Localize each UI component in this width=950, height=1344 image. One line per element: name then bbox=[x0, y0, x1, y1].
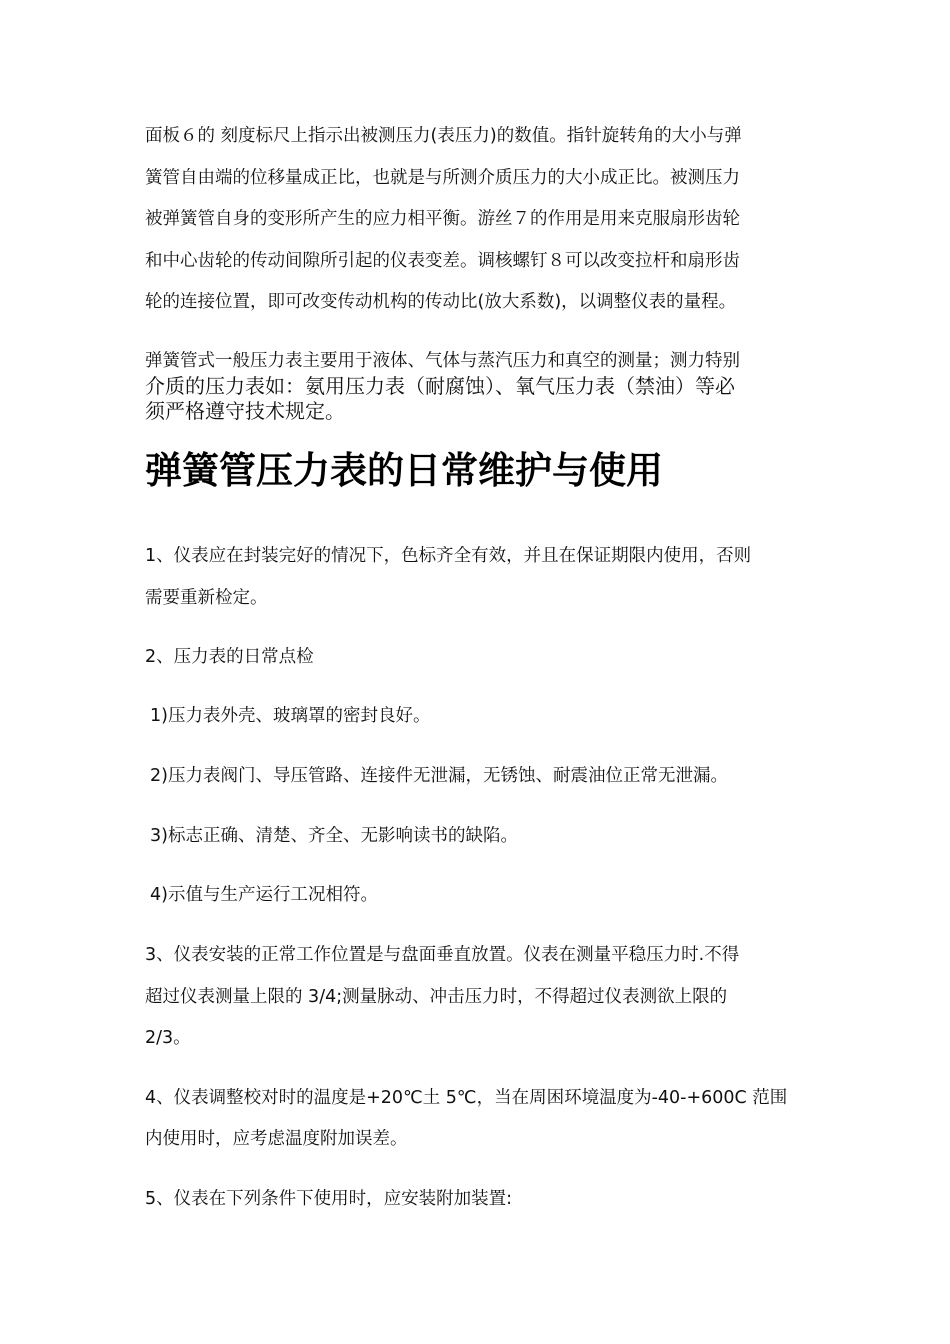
intro-line-3: 被弹簧管自身的变形所产生的应力相平衡。游丝７的作用是用来克服扇形齿轮 bbox=[145, 209, 740, 229]
item-5: 5、仪表在下列条件下使用时，应安装附加装置: bbox=[145, 1189, 513, 1209]
intro-line-1: 面板６的 刻度标尺上指示出被测压力(表压力)的数值。指针旋转角的大小与弹 bbox=[145, 126, 742, 146]
intro-line-2: 簧管自由端的位移量成正比，也就是与所测介质压力的大小成正比。被测压力 bbox=[145, 168, 740, 188]
item-4-line-2: 内使用时，应考虑温度附加误差。 bbox=[145, 1129, 408, 1149]
section-heading: 弹簧管压力表的日常维护与使用 bbox=[145, 449, 663, 492]
item-2-sub-1: 1)压力表外壳、玻璃罩的密封良好。 bbox=[150, 706, 431, 726]
intro-line-5: 轮的连接位置，即可改变传动机构的传动比(放大系数)，以调整仪表的量程。 bbox=[145, 292, 737, 312]
item-4-line-1: 4、仪表调整校对时的温度是+20℃土 5℃，当在周困环境温度为-40-+600C 范围 bbox=[145, 1088, 788, 1108]
usage-line-1: 弹簧管式一般压力表主要用于液体、气体与蒸汽压力和真空的测量；测力特别 bbox=[145, 351, 740, 371]
item-3-line-2: 超过仪表测量上限的 3/4;测量脉动、冲击压力时，不得超过仪表测欲上限的 bbox=[145, 987, 728, 1007]
intro-line-4: 和中心齿轮的传动间隙所引起的仪表变差。调核螺钉８可以改变拉杆和扇形齿 bbox=[145, 251, 740, 271]
item-2-sub-3: 3)标志正确、清楚、齐全、无影响读书的缺陷。 bbox=[150, 826, 518, 846]
item-1-line-1: 1、仪表应在封装完好的情况下，色标齐全有效，并且在保证期限内使用，否则 bbox=[145, 546, 752, 566]
item-1-line-2: 需要重新检定。 bbox=[145, 588, 268, 608]
item-3-line-1: 3、仪表安装的正常工作位置是与盘面垂直放置。仪表在测量平稳压力时.不得 bbox=[145, 945, 740, 965]
item-2-sub-2: 2)压力表阀门、导压管路、连接件无泄漏，无锈蚀、耐震油位正常无泄漏。 bbox=[150, 766, 728, 786]
item-2: 2、压力表的日常点检 bbox=[145, 647, 314, 667]
usage-line-2: 介质的压力表如：氨用压力表（耐腐蚀）、氧气压力表（禁油）等必 bbox=[145, 374, 735, 398]
usage-line-3: 须严格遵守技术规定。 bbox=[145, 399, 345, 423]
item-2-sub-4: 4)示值与生产运行工况相符。 bbox=[150, 885, 378, 905]
item-3-line-3: 2/3。 bbox=[145, 1028, 191, 1048]
